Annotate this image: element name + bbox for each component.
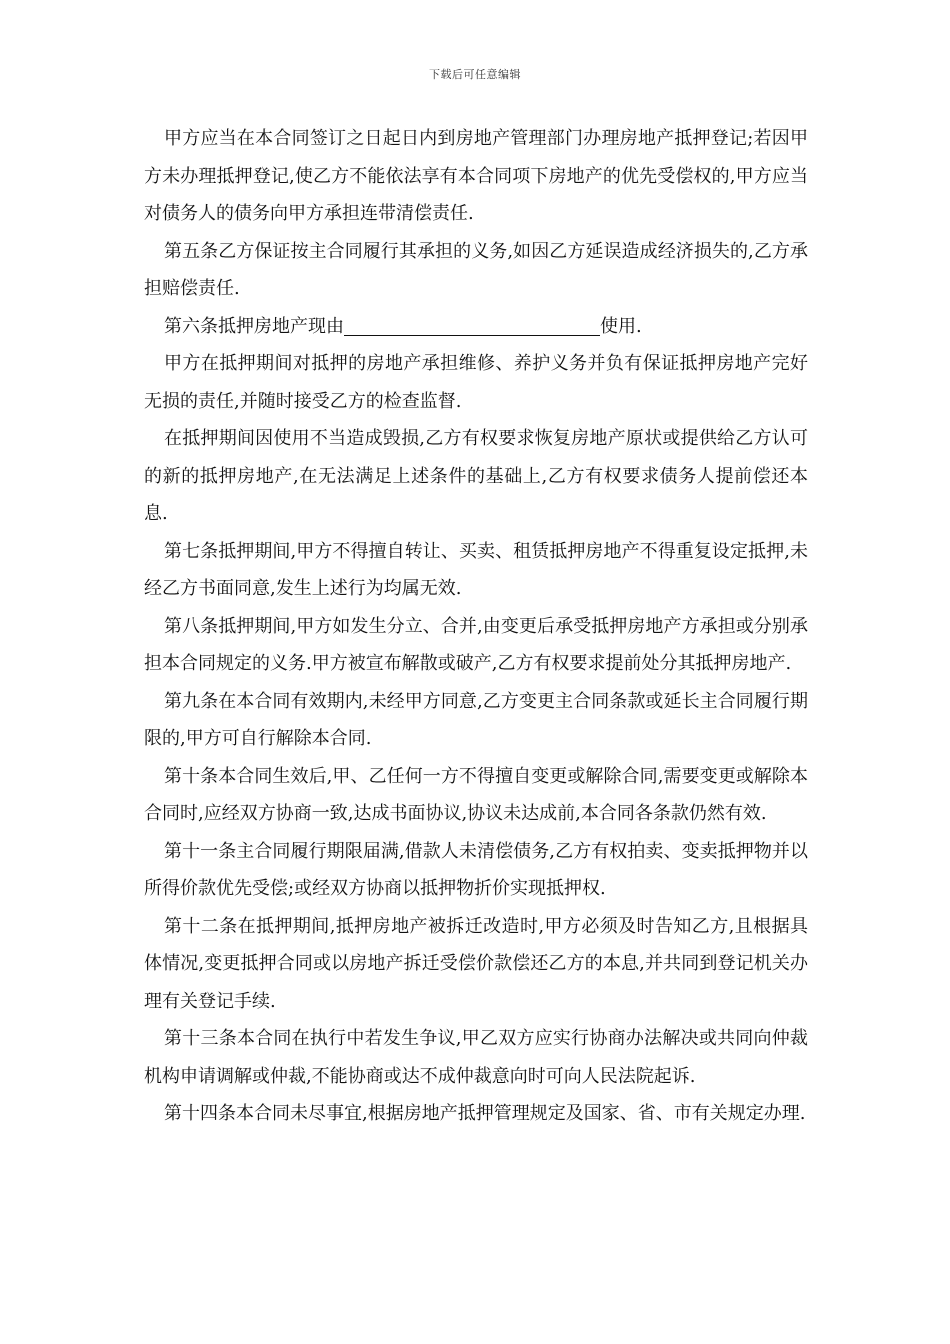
paragraph-article-14: 第十四条本合同未尽事宜,根据房地产抵押管理规定及国家、省、市有关规定办理. xyxy=(164,1103,806,1124)
paragraph-damage-clause: 在抵押期间因使用不当造成毁损,乙方有权要求恢复房地产原状或提供给乙方认可的新的抵押房地产,在无法满足上述条件的基础上,乙方有权要求债务人提前偿还本息. xyxy=(144,428,808,524)
paragraph-maintenance-duty: 甲方在抵押期间对抵押的房地产承担维修、养护义务并负有保证抵押房地产完好无损的责任,并随时接受乙方的检查监督. xyxy=(144,353,808,412)
paragraph-article-11: 第十一条主合同履行期限届满,借款人未清偿债务,乙方有权拍卖、变卖抵押物并以所得价款优先受偿;或经双方协商以抵押物折价实现抵押权. xyxy=(144,840,808,899)
page-header-note: 下载后可任意编辑 xyxy=(429,68,521,81)
paragraph-article-12: 第十二条在抵押期间,抵押房地产被拆迁改造时,甲方必须及时告知乙方,且根据具体情况,变更抵押合同或以房地产拆迁受偿价款偿还乙方的本息,并共同到登记机关办理有关登记手续. xyxy=(144,915,808,1012)
paragraph-registration: 甲方应当在本合同签订之日起日内到房地产管理部门办理房地产抵押登记;若因甲方未办理抵押登记,使乙方不能依法享有本合同项下房地产的优先受偿权的,甲方应当对债务人的债务向甲方承担连带清偿责任. xyxy=(144,128,808,224)
paragraph-article-9: 第九条在本合同有效期内,未经甲方同意,乙方变更主合同条款或延长主合同履行期限的,甲方可自行解除本合同. xyxy=(144,690,808,749)
fill-in-blank xyxy=(344,313,600,336)
paragraph-article-6 xyxy=(144,308,808,346)
paragraph-article-13: 第十三条本合同在执行中若发生争议,甲乙双方应实行协商办法解决或共同向仲裁机构申请调解或仲裁,不能协商或达不成仲裁意向时可向人民法院起诉. xyxy=(144,1028,808,1087)
paragraph-article-7: 第七条抵押期间,甲方不得擅自转让、买卖、租赁抵押房地产不得重复设定抵押,未经乙方书面同意,发生上述行为均属无效. xyxy=(144,540,808,599)
article-6-text: 第六条抵押房地产现由 xyxy=(164,315,344,337)
contract-body xyxy=(144,120,808,1133)
paragraph-article-10: 第十条本合同生效后,甲、乙任何一方不得擅自变更或解除合同,需要变更或解除本合同时,应经双方协商一致,达成书面协议,协议未达成前,本合同各条款仍然有效. xyxy=(144,765,808,824)
paragraph-article-5: 第五条乙方保证按主合同履行其承担的义务,如因乙方延误造成经济损失的,乙方承担赔偿责任. xyxy=(144,240,808,299)
paragraph-article-8: 第八条抵押期间,甲方如发生分立、合并,由变更后承受抵押房地产方承担或分别承担本合同规定的义务.甲方被宣布解散或破产,乙方有权要求提前处分其抵押房地产. xyxy=(144,615,808,674)
article-6-suffix: 使用. xyxy=(600,315,642,337)
